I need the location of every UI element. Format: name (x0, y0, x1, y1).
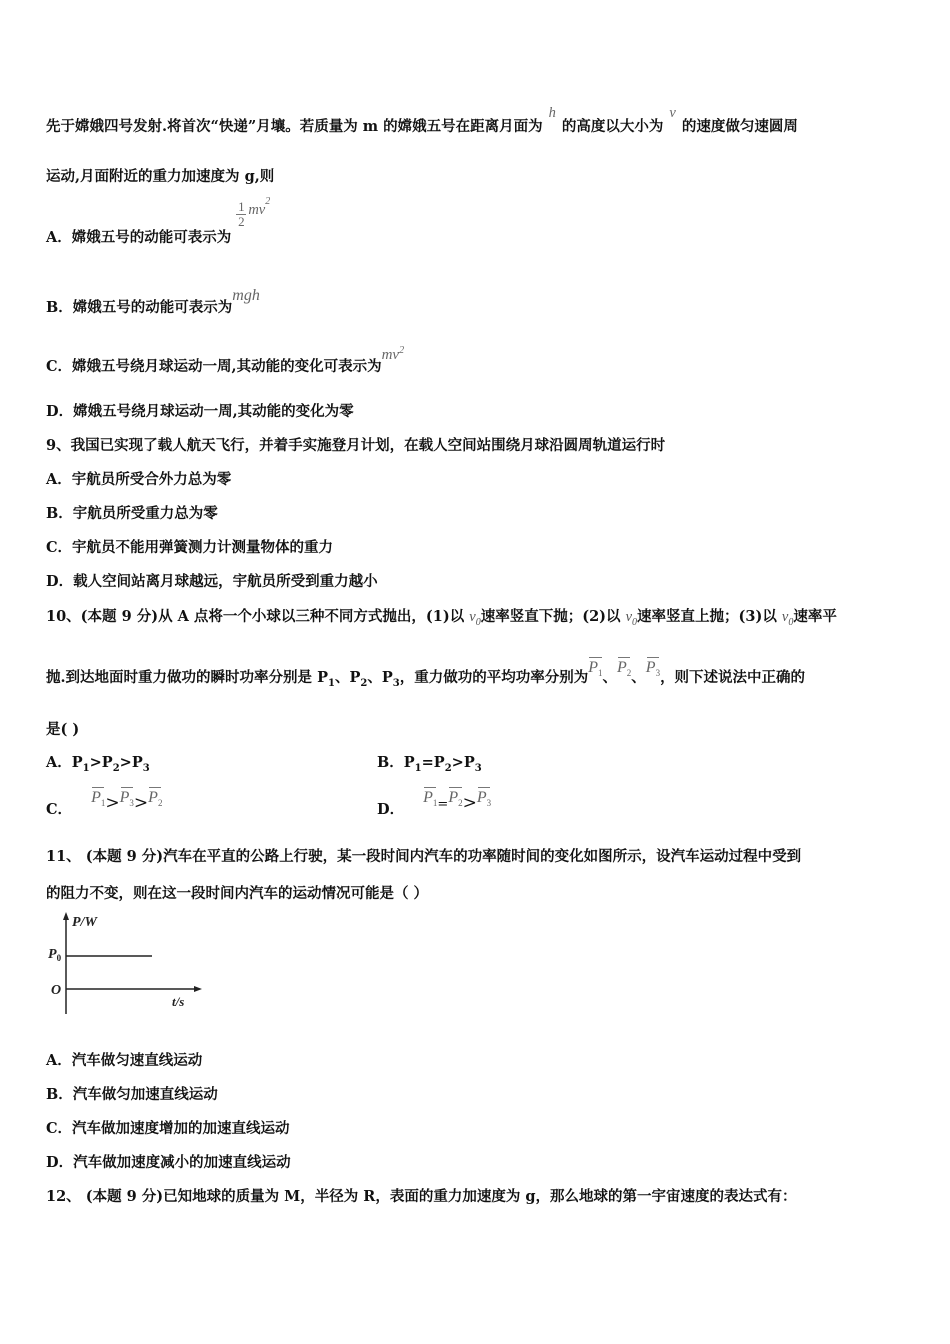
formula-mv: mv (248, 201, 266, 218)
p0-label: $P_0$ (48, 947, 62, 963)
p3-bar-symbol: $P_3$ (476, 789, 492, 809)
q9-option-a: A．宇航员所受合外力总为零 (46, 471, 232, 488)
q8-option-c (46, 343, 405, 375)
formula-exponent: 2 (265, 196, 271, 207)
q10-option-c: C． $P_1>P_3>P_2$ (46, 789, 163, 818)
formula-exponent: 2 (399, 345, 405, 356)
q10-stem-text-d: 速率平 (793, 608, 837, 625)
q11-option-d: D．汽车做加速度减小的加速直线运动 (46, 1154, 291, 1171)
q8-option-d-text: 嫦娥五号绕月球运动一周,其动能的变化为零 (73, 403, 354, 420)
q8-stem-text-b: 的高度以大小为 (561, 118, 664, 135)
q10-option-d: D． $P_1=P_2>P_3$ (377, 789, 492, 818)
p1-bar-symbol: $P_1$ (91, 789, 106, 809)
p2-bar-symbol: $P_2$ (448, 789, 463, 809)
q8-option-b (46, 284, 260, 316)
formula-mv: mv (381, 347, 400, 363)
q11-option-c: C．汽车做加速度增加的加速直线运动 (46, 1120, 290, 1137)
q10-option-a: A．$P_1>P_2>P_3$ (46, 754, 150, 774)
q10-stem-line2: 抛.到达地面时重力做功的瞬时功率分别是 $P_1$、$P_2$、$P_3$，重力做功的平均功率分别为$P_1$、$P_2$、$P_3$，则下述说法中正确的 (46, 659, 806, 689)
q12-stem: 12、 (本题 9 分)已知地球的质量为 M，半径为 R，表面的重力加速度为 g，那么地球的第一宇宙速度的表达式有： (46, 1188, 797, 1205)
x-axis-label: t/s (172, 994, 185, 1009)
q8-stem-line2: 运动,月面附近的重力加速度为 g,则 (46, 168, 275, 185)
p1-bar-symbol: $P_1$ (588, 659, 603, 679)
p2-bar-symbol: $P_2$ (617, 659, 632, 679)
q11-option-b: B．汽车做匀加速直线运动 (46, 1086, 218, 1103)
q8-option-b-label: B． (46, 299, 73, 316)
q11-option-a: A．汽车做匀速直线运动 (46, 1052, 203, 1069)
q10-stem-line1 (46, 605, 837, 628)
q8-stem-text-c: 的速度做匀速圆周 (681, 118, 798, 135)
q8-stem-text-a: 先于嫦娥四号发射.将首次“快递”月壤。若质量为 m 的嫦娥五号在距离月面为 (46, 118, 543, 135)
power-time-graph (46, 910, 206, 1016)
q8-option-a (46, 196, 271, 246)
q8-option-c-label: C． (46, 358, 73, 375)
p1-bar-symbol: $P_1$ (423, 789, 438, 809)
q10-stem-line3: 是( ) (46, 721, 80, 738)
p2-bar-symbol: $P_2$ (148, 789, 163, 809)
q9-option-d: D．载人空间站离月球越远，宇航员所受到重力越小 (46, 573, 378, 590)
q10-stem-text-c: 速率竖直上抛；(3)以 (637, 608, 782, 625)
q11-stem-line2: 的阻力不变，则在这一段时间内汽车的运动情况可能是（ ） (46, 885, 429, 902)
q8-option-c-text: 嫦娥五号绕月球运动一周,其动能的变化可表示为 (72, 358, 382, 375)
y-axis-arrow (63, 912, 69, 920)
q10-option-b: B．$P_1=P_2>P_3$ (377, 754, 482, 774)
q8-option-d (46, 400, 354, 421)
frac-numerator: 1 (238, 199, 245, 214)
var-h: h (548, 105, 556, 121)
q9-option-c: C．宇航员不能用弹簧测力计测量物体的重力 (46, 539, 334, 556)
frac-denominator: 2 (238, 214, 245, 229)
q8-stem-line1 (46, 105, 798, 136)
v0-symbol: $v_0$ (625, 609, 638, 628)
x-axis-arrow (194, 986, 202, 992)
var-v: v (669, 105, 676, 121)
q9-option-b: B．宇航员所受重力总为零 (46, 505, 218, 522)
y-axis-label: P/W (72, 915, 97, 930)
q8-option-c-formula (382, 345, 405, 364)
q8-option-a-label: A． (46, 228, 72, 246)
v0-symbol: $v_0$ (781, 609, 794, 628)
q8-option-d-label: D． (46, 403, 74, 420)
p3-bar-symbol: $P_3$ (119, 789, 134, 809)
q9-stem: 9、我国已实现了载人航天飞行，并着手实施登月计划，在载人空间站围绕月球沿圆周轨道运行时 (46, 437, 666, 454)
v0-symbol: $v_0$ (469, 609, 481, 628)
q11-stem-line1: 11、 (本题 9 分)汽车在平直的公路上行驶，某一段时间内汽车的功率随时间的变化如图所示，设汽车运动过程中受到 (46, 848, 802, 865)
q8-option-a-formula (236, 196, 271, 229)
q10-stem-text-b: 速率竖直下抛；(2)以 (480, 608, 626, 625)
q8-option-b-text: 嫦娥五号的动能可表示为 (72, 299, 233, 316)
p3-bar-symbol: $P_3$ (645, 659, 661, 679)
q10-stem-text-a: 10、(本题 9 分)从 A 点将一个小球以三种不同方式抛出，(1)以 (46, 608, 470, 625)
origin-label: O (51, 983, 62, 998)
q8-option-a-text: 嫦娥五号的动能可表示为 (71, 228, 232, 246)
q8-option-b-formula: mgh (232, 287, 260, 304)
